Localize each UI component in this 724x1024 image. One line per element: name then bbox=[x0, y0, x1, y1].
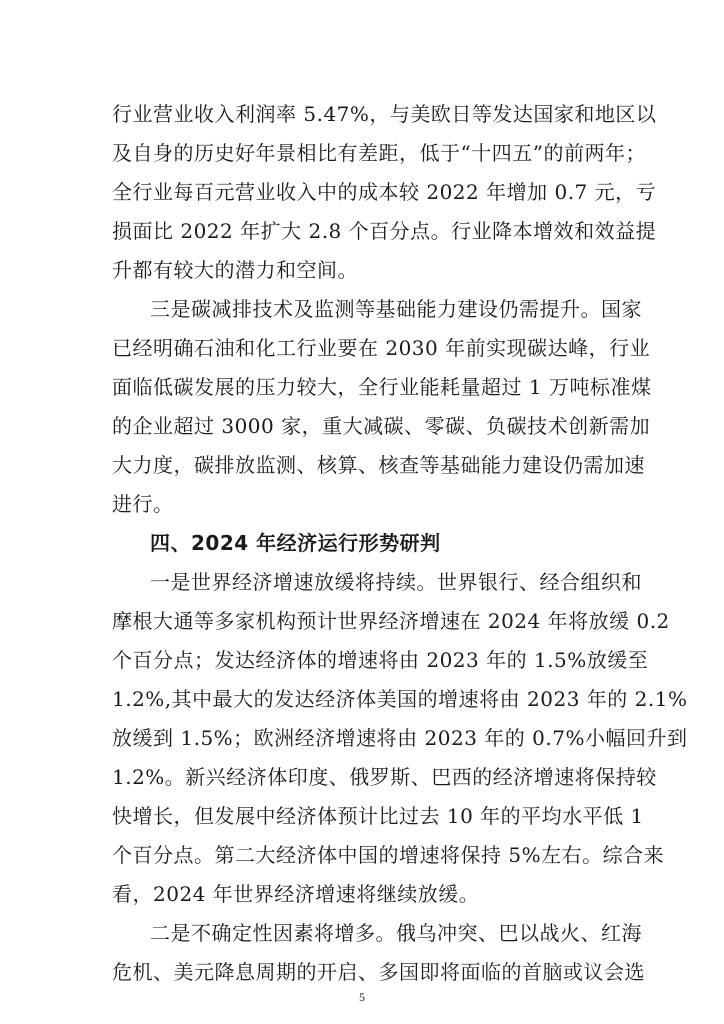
section-heading: 四、2024 年经济运行形势研判 bbox=[150, 531, 441, 555]
text-line: 损面比 2022 年扩大 2.8 个百分点。行业降本增效和效益提 bbox=[112, 219, 657, 243]
page-number: 5 bbox=[359, 990, 365, 1004]
text-line: 快增长，但发展中经济体预计比过去 10 年的平均水平低 1 bbox=[112, 804, 644, 828]
text-line: 面临低碳发展的压力较大，全行业能耗量超过 1 万吨标准煤 bbox=[112, 375, 652, 399]
text-line: 危机、美元降息周期的开启、多国即将面临的首脑或议会选 bbox=[112, 960, 645, 984]
text-line: 摩根大通等多家机构预计世界经济增速在 2024 年将放缓 0.2 bbox=[112, 609, 670, 633]
text-line: 行业营业收入利润率 5.47%，与美欧日等发达国家和地区以 bbox=[112, 102, 657, 126]
text-line: 1.2%,其中最大的发达经济体美国的增速将由 2023 年的 2.1% bbox=[112, 687, 688, 711]
text-line: 及自身的历史好年景相比有差距，低于“十四五”的前两年； bbox=[112, 141, 646, 165]
text-line: 放缓到 1.5%；欧洲经济增速将由 2023 年的 0.7%小幅回升到 bbox=[112, 726, 688, 750]
text-line: 看，2024 年世界经济增速将继续放缓。 bbox=[112, 882, 480, 906]
text-line: 大力度，碳排放监测、核算、核查等基础能力建设仍需加速 bbox=[112, 453, 645, 477]
text-line: 一是世界经济增速放缓将持续。世界银行、经合组织和 bbox=[150, 570, 642, 594]
text-line: 1.2%。新兴经济体印度、俄罗斯、巴西的经济增速将保持较 bbox=[112, 765, 657, 789]
text-line: 升都有较大的潜力和空间。 bbox=[112, 258, 358, 282]
text-line: 个百分点。第二大经济体中国的增速将保持 5%左右。综合来 bbox=[112, 843, 665, 867]
text-line: 的企业超过 3000 家，重大减碳、零碳、负碳技术创新需加 bbox=[112, 414, 651, 438]
text-line: 已经明确石油和化工行业要在 2030 年前实现碳达峰，行业 bbox=[112, 336, 651, 360]
text-line: 进行。 bbox=[112, 492, 174, 516]
text-line: 二是不确定性因素将增多。俄乌冲突、巴以战火、红海 bbox=[150, 921, 642, 945]
text-line: 个百分点；发达经济体的增速将由 2023 年的 1.5%放缓至 bbox=[112, 648, 649, 672]
text-line: 三是碳减排技术及监测等基础能力建设仍需提升。国家 bbox=[150, 297, 642, 321]
text-line: 全行业每百元营业收入中的成本较 2022 年增加 0.7 元，亏 bbox=[112, 180, 657, 204]
